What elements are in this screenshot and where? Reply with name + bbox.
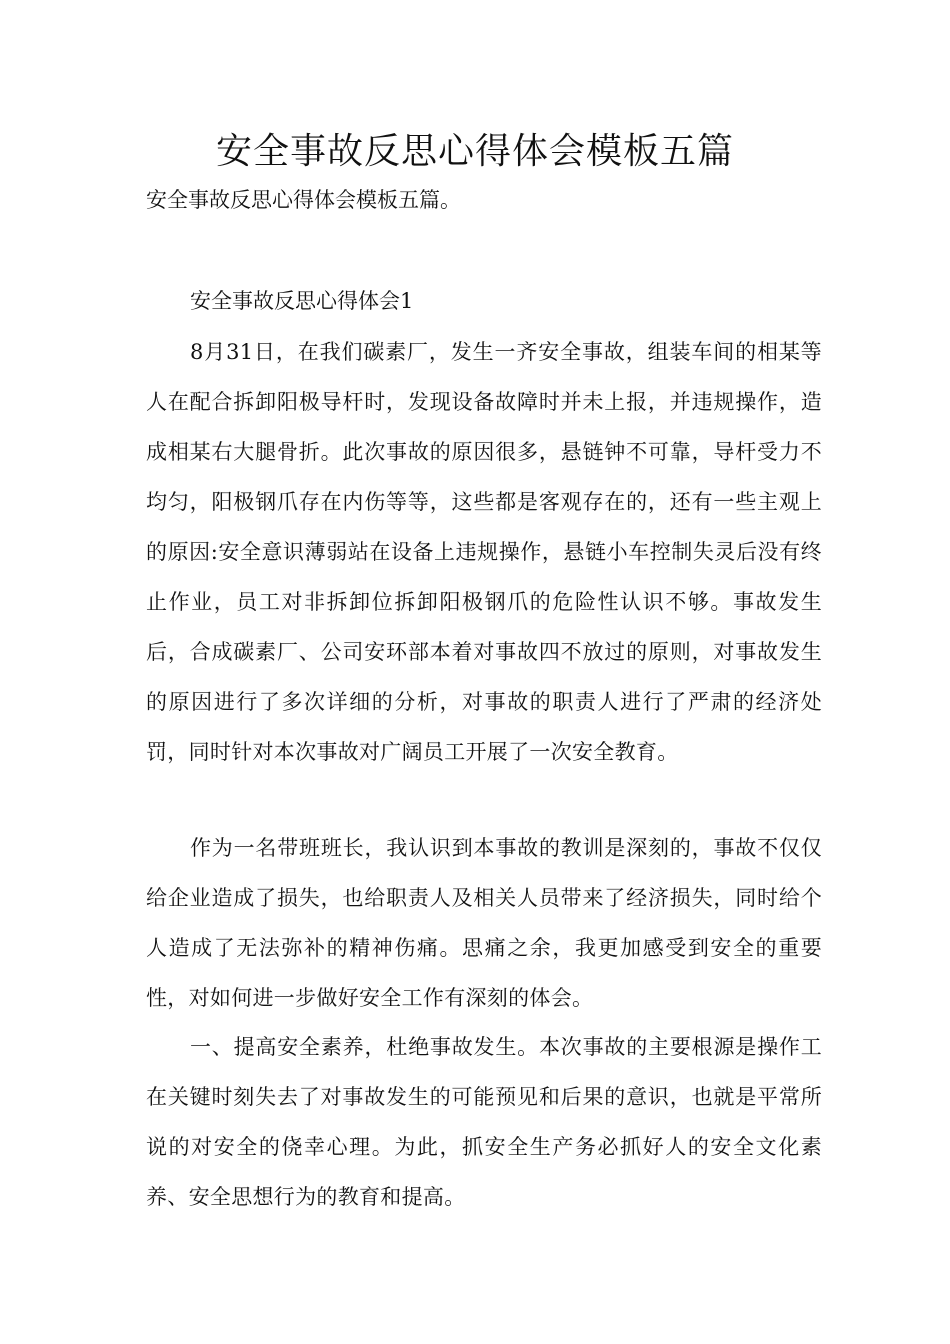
document-title: 安全事故反思心得体会模板五篇 [215,131,734,172]
section-heading: 安全事故反思心得体会1 [190,289,414,313]
body-paragraph: 作为一名带班班长，我认识到本事故的教训是深刻的，事故不仅仅给企业造成了损失，也给职责人及相关人员带来了经济损失，同时给个人造成了无法弥补的精神伤痛。思痛之余，我更加感受到安全的重要性，对如何进一步做好安全工作有深刻的体会。 [146,836,822,1010]
body-paragraph: 8月31日，在我们碳素厂，发生一齐安全事故，组装车间的相某等人在配合拆卸阳极导杆时，发现设备故障时并未上报，并违规操作，造成相某右大腿骨折。此次事故的原因很多，悬链钟不可靠，导杆受力不均匀，阳极钢爪存在内伤等等，这些都是客观存在的，还有一些主观上的原因:安全意识薄弱站在设备上违规操作，悬链小车控制失灵后没有终止作业，员工对非拆卸位拆卸阳极钢爪的危险性认识不够。事故发生后，合成碳素厂、公司安环部本着对事故四不放过的原则，对事故发生的原因进行了多次详细的分析，对事故的职责人进行了严肃的经济处罚，同时针对本次事故对广阔员工开展了一次安全教育。 [146,340,822,764]
document-subtitle: 安全事故反思心得体会模板五篇。 [146,188,461,212]
body-paragraph: 一、提高安全素养，杜绝事故发生。本次事故的主要根源是操作工在关键时刻失去了对事故发生的可能预见和后果的意识，也就是平常所说的对安全的侥幸心理。为此，抓安全生产务必抓好人的安全文化素养、安全思想行为的教育和提高。 [146,1035,822,1209]
